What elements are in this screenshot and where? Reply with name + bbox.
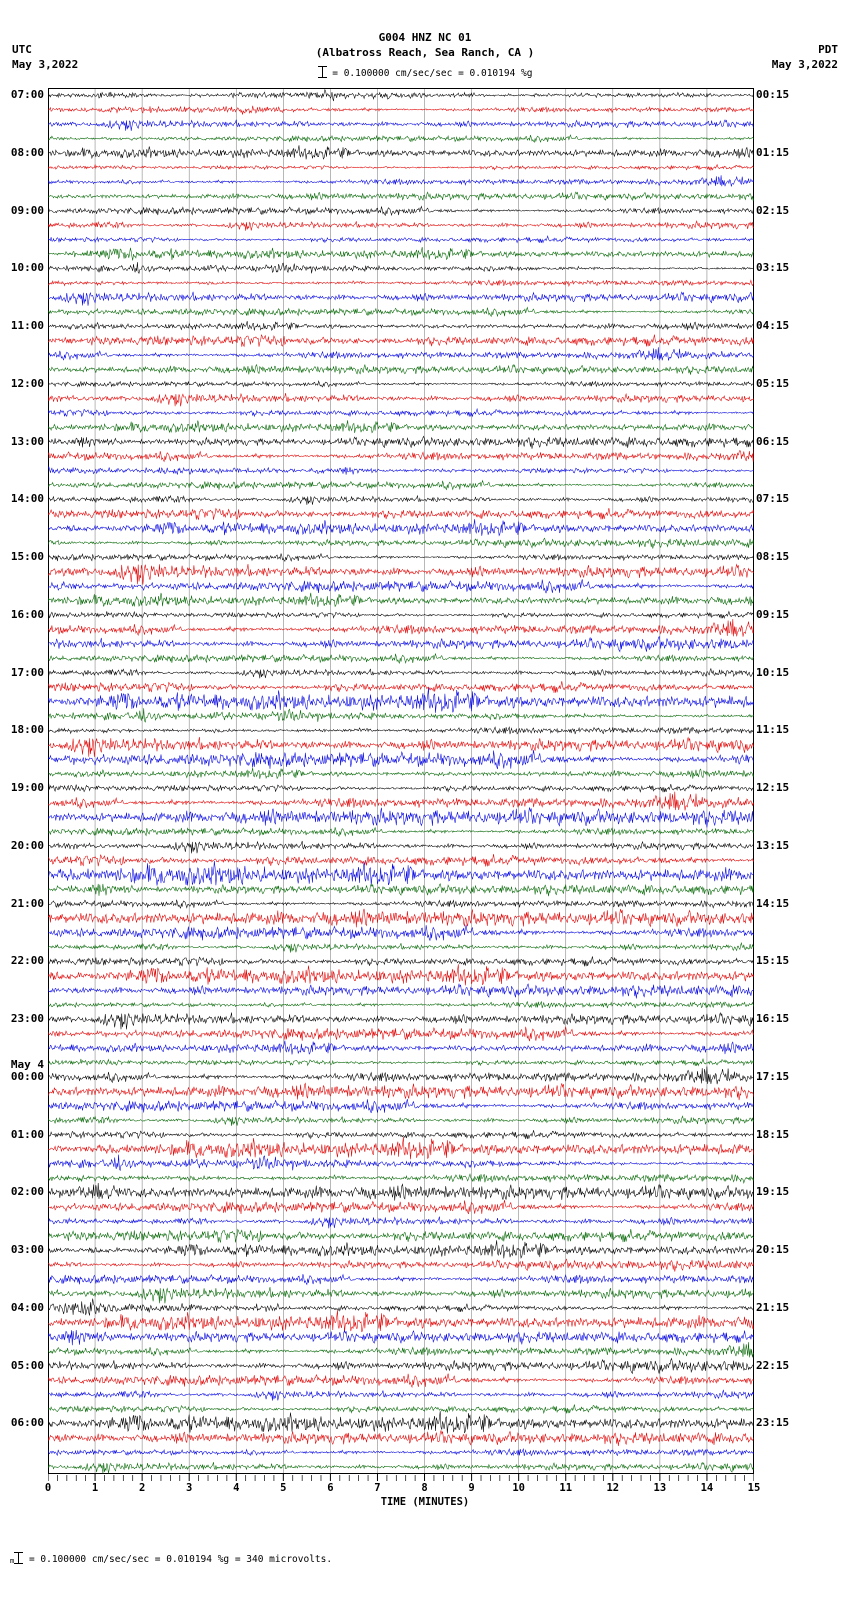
pdt-hour-label: 01:15 [756, 145, 790, 159]
header-title-block [0, 30, 850, 60]
pdt-hour-label: 21:15 [756, 1300, 790, 1314]
utc-hour-label: 11:00 [10, 319, 44, 333]
utc-hour-label: 00:00 [10, 1069, 44, 1083]
x-axis-tick-label: 0 [44, 1482, 52, 1494]
scale-bar-icon [318, 66, 327, 78]
pdt-hour-label: 17:15 [756, 1069, 790, 1083]
left-timezone-label: UTC [12, 43, 32, 56]
scale-legend-text: = 0.100000 cm/sec/sec = 0.010194 %g [332, 68, 533, 79]
station-location: (Albatross Reach, Sea Ranch, CA ) [315, 46, 535, 59]
utc-hour-label: 19:00 [10, 781, 44, 795]
pdt-hour-label: 16:15 [756, 1012, 790, 1026]
x-axis-tick-label: 7 [374, 1482, 381, 1494]
footer-note-text: = 0.100000 cm/sec/sec = 0.010194 %g = 340 microvolts. [28, 1554, 333, 1565]
utc-hour-label: 04:00 [10, 1300, 44, 1314]
utc-hour-label: 06:00 [10, 1416, 44, 1430]
right-date-label: May 3,2022 [771, 58, 838, 71]
pdt-hour-label: 19:15 [756, 1185, 790, 1199]
utc-hour-label: 16:00 [10, 607, 44, 621]
footer-note-prefix: m [10, 1557, 15, 1565]
x-axis-tick-marks [48, 1473, 754, 1482]
x-axis-tick-labels [44, 1482, 761, 1496]
right-timezone-label: PDT [818, 43, 838, 56]
amplitude-scale-legend [0, 66, 850, 79]
footer-scale-bar-icon [14, 1552, 23, 1564]
utc-hour-label: 07:00 [10, 88, 44, 102]
utc-hour-label: 13:00 [10, 434, 44, 448]
x-axis-tick-label: 9 [468, 1482, 475, 1494]
x-axis-tick-label: 5 [280, 1482, 287, 1494]
pdt-hour-label: 11:15 [756, 723, 790, 737]
x-axis-tick-label: 15 [747, 1482, 761, 1494]
pdt-hour-label: 12:15 [756, 781, 790, 795]
x-axis-tick-label: 11 [559, 1482, 573, 1494]
x-axis-tick-label: 10 [512, 1482, 525, 1494]
utc-hour-label: 14:00 [10, 492, 44, 506]
utc-hour-label: 17:00 [10, 665, 44, 679]
utc-hour-label: 20:00 [10, 838, 44, 852]
x-axis-tick-label: 13 [653, 1482, 667, 1494]
x-axis-title: TIME (MINUTES) [380, 1496, 470, 1508]
x-axis-tick-label: 1 [91, 1482, 99, 1494]
pdt-hour-label: 20:15 [756, 1243, 790, 1257]
utc-hour-label: 03:00 [10, 1243, 44, 1257]
utc-hour-label: 12:00 [10, 376, 44, 390]
pdt-hour-label: 05:15 [756, 376, 790, 390]
station-title: G004 HNZ NC 01 [378, 31, 472, 44]
seismogram-canvas [48, 88, 754, 1474]
x-axis-tick-label: 8 [421, 1482, 428, 1494]
utc-hour-label: 09:00 [10, 203, 44, 217]
pdt-hour-label: 06:15 [756, 434, 790, 448]
pdt-hour-label: 07:15 [756, 492, 790, 506]
footer-scale-note [10, 1552, 332, 1565]
utc-hour-label: 05:00 [10, 1358, 44, 1372]
pdt-hour-label: 14:15 [756, 896, 790, 910]
pdt-hour-label: 09:15 [756, 607, 790, 621]
pdt-hour-label: 10:15 [756, 665, 790, 679]
left-date-label: May 3,2022 [12, 58, 79, 71]
pdt-hour-label: 03:15 [756, 261, 790, 275]
pdt-hour-label: 15:15 [756, 954, 790, 968]
pdt-hour-label: 02:15 [756, 203, 790, 217]
utc-hour-label: 02:00 [10, 1185, 44, 1199]
utc-hour-label: 10:00 [10, 261, 44, 275]
x-axis-tick-label: 3 [186, 1482, 193, 1494]
utc-hour-label: 21:00 [10, 896, 44, 910]
helicorder-plot [48, 88, 754, 1474]
utc-hour-label: 01:00 [10, 1127, 44, 1141]
pdt-hour-label: 00:15 [756, 88, 790, 102]
utc-hour-label: 18:00 [10, 723, 44, 737]
utc-hour-label: 22:00 [10, 954, 44, 968]
pdt-hour-label: 04:15 [756, 319, 790, 333]
x-axis-tick-label: 14 [700, 1482, 714, 1494]
pdt-hour-label: 22:15 [756, 1358, 790, 1372]
x-axis-tick-label: 12 [606, 1482, 620, 1494]
pdt-hour-label: 18:15 [756, 1127, 790, 1141]
utc-hour-label: 23:00 [10, 1012, 44, 1026]
pdt-hour-label: 08:15 [756, 550, 790, 564]
x-axis-tick-label: 6 [327, 1482, 334, 1494]
x-axis-tick-label: 4 [233, 1482, 240, 1494]
pdt-hour-label: 13:15 [756, 838, 790, 852]
utc-hour-label: 08:00 [10, 145, 44, 159]
utc-hour-label: 15:00 [10, 550, 44, 564]
pdt-hour-label: 23:15 [756, 1416, 790, 1430]
day-break-label: May 4 [10, 1057, 44, 1071]
x-axis-tick-label: 2 [138, 1482, 146, 1494]
